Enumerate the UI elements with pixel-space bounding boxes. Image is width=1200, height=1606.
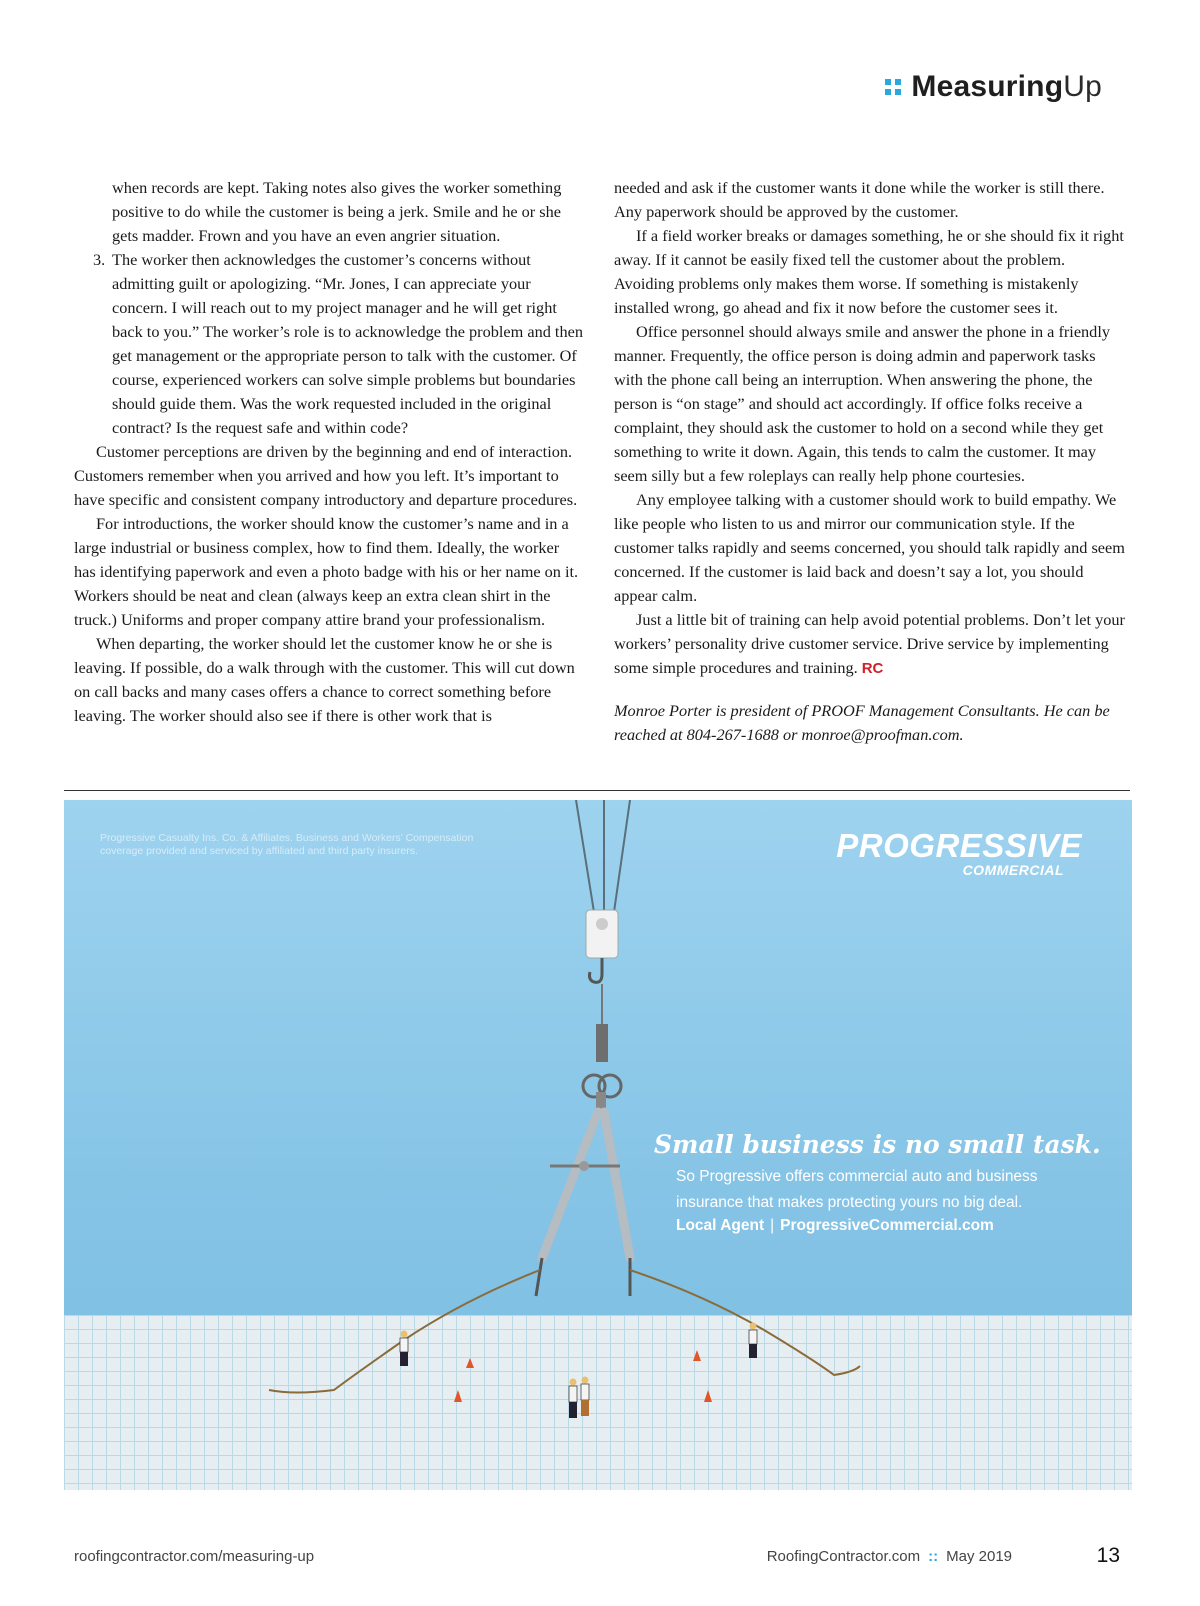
issue-date: May 2019 <box>946 1548 1012 1565</box>
paragraph-empathy: Any employee talking with a customer should work to build empathy. We like people who listen to us and mirror our communication style. If the customer talks rapidly and seems concerned, you should talk rapidly and seem concerned. If the customer is laid back and doesn’t say a lot, you should appear calm. <box>614 490 1125 605</box>
list-number: 3. <box>93 250 106 269</box>
cta-local-agent[interactable]: Local Agent <box>676 1217 765 1234</box>
ad-headline: Small business is no small task. <box>654 1130 1101 1159</box>
author-bio: Monroe Porter is president of PROOF Management Consultants. He can be reached at 804-267-1688 or monroe@proofman.com. <box>614 701 1110 744</box>
cta-divider: | <box>770 1217 775 1234</box>
brand-name: PROGRESSIVE <box>836 827 1082 864</box>
ad-body: So Progressive offers commercial auto and business insurance that makes protecting yours no big deal. <box>676 1168 1038 1211</box>
section-header <box>885 70 1102 104</box>
paragraph-office: Office personnel should always smile and answer the phone in a friendly manner. Frequently, the office person is doing admin and paperwork tasks with the phone call being an interruption. When answering the phone, the person is “on stage” and should act accordingly. If office folks receive a complaint, they should ask the customer to hold on a second while they get something to write it down. Again, this tends to calm the customer. It may seem silly but a few roleplays can really help phone courtesies. <box>614 322 1110 485</box>
progressive-logo[interactable] <box>836 828 1082 878</box>
progressive-advertisement[interactable] <box>64 800 1132 1490</box>
paragraph-breaks: If a field worker breaks or damages something, he or she should fix it right away. If it cannot be easily fixed tell the customer about the problem. Avoiding problems only makes them worse. If something is mistakenly installed wrong, go ahead and fix it now before the customer sees it. <box>614 226 1124 317</box>
paragraph-training: Just a little bit of training can help avoid potential problems. Don’t let your workers’ personality drive customer service. Drive service by implementing some simple procedures and training. RC <box>614 610 1125 677</box>
paragraph-introductions: For introductions, the worker should know the customer’s name and in a large industrial or business complex, how to find them. Ideally, the worker has identifying paperwork and even a photo badge with his or her name on it. Workers should be neat and clean (always keep an extra clean shirt in the truck.) Uniforms and proper company attire brand your professionalism. <box>74 514 579 629</box>
magazine-site[interactable]: RoofingContractor.com <box>766 1548 921 1565</box>
rc-end-mark: RC <box>861 660 884 677</box>
ad-fine-print: Progressive Casualty Ins. Co. & Affiliates. Business and Workers’ Compensation coverage provided and serviced by affiliated and third party insurers. <box>100 832 474 857</box>
list-item-continuation: when records are kept. Taking notes also gives the worker something positive to do while the customer is being a jerk. Smile and he or she gets madder. Frown and you have an even angrier situation. <box>112 178 562 245</box>
cta-website-link[interactable]: ProgressiveCommercial.com <box>780 1217 994 1234</box>
paragraph-perceptions: Customer perceptions are driven by the beginning and end of interaction. Customers remember when you arrived and how you left. It’s important to have specific and consistent company introductory and departure procedures. <box>74 442 578 509</box>
paragraph-departing: When departing, the worker should let the customer know he or she is leaving. If possible, do a walk through with the customer. This will cut down on call backs and many cases offers a chance to correct something before leaving. The worker should also see if there is other work that is <box>74 634 575 725</box>
footer-dots-icon: :: <box>928 1548 939 1565</box>
footer-magazine <box>767 1548 1012 1565</box>
brand-sub: COMMERCIAL <box>962 862 1064 878</box>
paragraph-continuation: needed and ask if the customer wants it done while the worker is still there. Any paperwork should be approved by the customer. <box>614 178 1105 221</box>
divider <box>64 790 1130 791</box>
ad-cta[interactable] <box>676 1217 994 1235</box>
left-column <box>74 176 584 728</box>
list-item-3 <box>74 248 584 440</box>
section-title: MeasuringUp <box>911 70 1102 103</box>
section-dots-icon <box>885 79 901 95</box>
page-number: 13 <box>1096 1544 1120 1567</box>
list-item-text: The worker then acknowledges the customer’s concerns without admitting guilt or apologizing. “Mr. Jones, I can appreciate your concern. I will reach out to my project manager and he will get right back to you.” The worker’s role is to acknowledge the problem and then get management or the appropriate person to talk with the customer. Of course, experienced workers can solve simple problems but boundaries should guide them. Was the work requested included in the original contract? Is the request safe and within code? <box>112 250 583 437</box>
right-column <box>614 176 1128 747</box>
footer-url[interactable]: roofingcontractor.com/measuring-up <box>74 1548 315 1565</box>
